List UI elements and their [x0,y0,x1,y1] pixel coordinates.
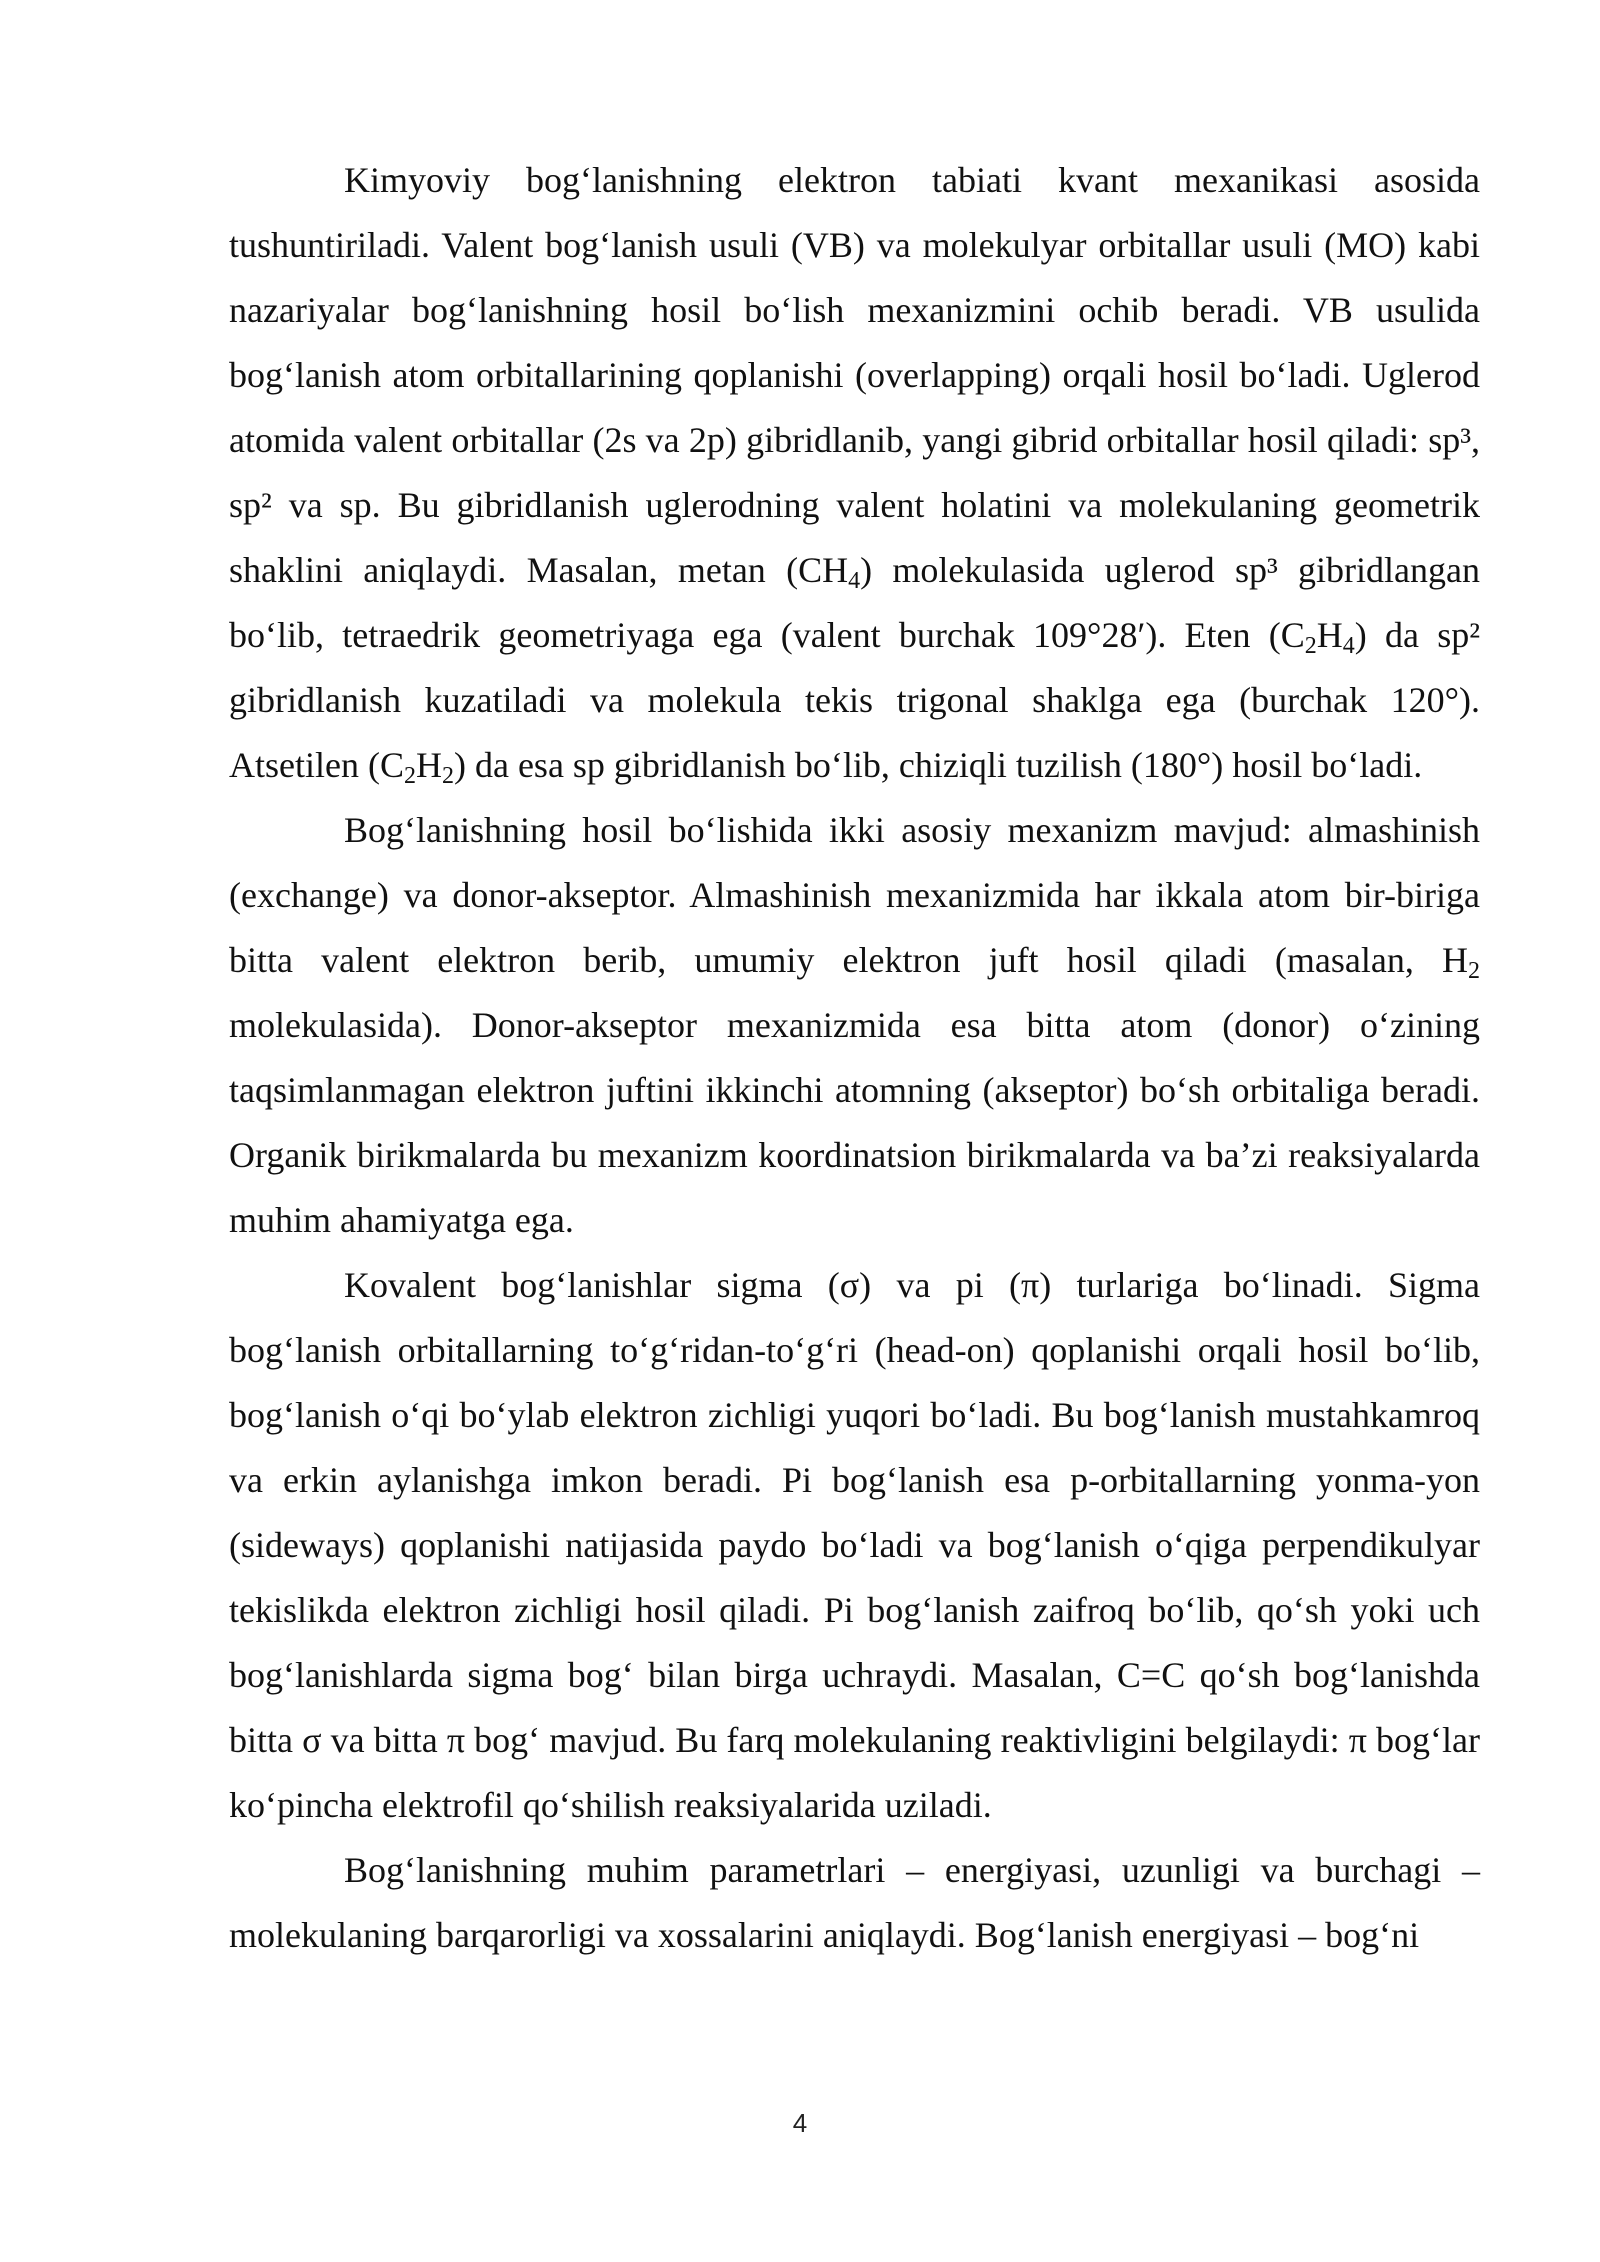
text-run: H [1316,615,1343,655]
text-run: Kovalent bog‘lanishlar sigma (σ) va pi (π) turlariga bo‘linadi. Sigma bog‘lanish orbitallarning to‘g‘ridan-to‘g‘ri (head-on) qoplanishi orqali hosil bo‘lib, bog‘lanish o‘qi bo‘ylab elektron zichligi yuqori bo‘ladi. Bu bog‘lanish mustahkamroq va erkin aylanishga imkon beradi. Pi bog‘lanish esa p-orbitallarning yonma-yon (sideways) qoplanishi natijasida paydo bo‘ladi va bog‘lanish o‘qiga perpendikulyar tekislikda elektron zichligi hosil qiladi. Pi bog‘lanish zaifroq bo‘lib, qo‘sh yoki uch bog‘lanishlarda sigma bog‘ bilan birga uchraydi. Masalan, C=C qo‘sh bog‘lanishda bitta σ va bitta π bog‘ mavjud. Bu farq molekulaning reaktivligini belgilaydi: π bog‘lar ko‘pincha elektrofil qo‘shilish reaksiyalarida uziladi. [229,1265,1480,1825]
subscript: 2 [1304,633,1317,659]
text-run: H [415,745,442,785]
paragraph-sigma-pi-bonds [229,1253,1480,1838]
subscript: 2 [403,763,416,789]
text-run: ) molekulasida uglerod sp³ gibridlangan bo‘lib, tetraedrik geometriyaga ega (valent burchak 109°28′). Eten (C [229,550,1480,655]
text-run: molekulasida). Donor-akseptor mexanizmida esa bitta atom (donor) o‘zining taqsimlanmagan elektron juftini ikkinchi atomning (akseptor) bo‘sh orbitaliga beradi. Organik birikmalarda bu mexanizm koordinatsion birikmalarda va ba’zi reaksiyalarda muhim ahamiyatga ega. [229,1005,1480,1240]
subscript: 2 [1468,958,1480,984]
paragraph-hybridization [229,148,1480,798]
body-text [229,148,1480,1968]
paragraph-bond-parameters [229,1838,1480,1968]
text-run: ) da esa sp gibridlanish bo‘lib, chiziqli tuzilish (180°) hosil bo‘ladi. [453,745,1423,785]
paragraph-bond-mechanisms [229,798,1480,1253]
subscript: 2 [441,763,454,789]
page-number: 4 [792,2108,808,2138]
text-run: ) da sp² gibridlanish kuzatiladi va molekula tekis trigonal shaklga ega (burchak 120°). Atsetilen (C [229,615,1480,785]
text-run: Kimyoviy bog‘lanishning elektron tabiati kvant mexanikasi asosida tushuntiriladi. Valent bog‘lanish usuli (VB) va molekulyar orbitallar usuli (MO) kabi nazariyalar bog‘lanishning hosil bo‘lish mexanizmini ochib beradi. VB usulida bog‘lanish atom orbitallarining qoplanishi (overlapping) orqali hosil bo‘ladi. Uglerod atomida valent orbitallar (2s va 2p) gibridlanib, yangi gibrid orbitallar hosil qiladi: sp³, sp² va sp. Bu gibridlanish uglerodning valent holatini va molekulaning geometrik shaklini aniqlaydi. Masalan, metan (CH [229,160,1480,590]
subscript: 4 [1342,633,1355,659]
text-run: Bog‘lanishning hosil bo‘lishida ikki asosiy mexanizm mavjud: almashinish (exchange) va donor-akseptor. Almashinish mexanizmida har ikkala atom bir-biriga bitta valent elektron berib, umumiy elektron juft hosil qiladi (masalan, H [229,810,1480,980]
text-run: Bog‘lanishning muhim parametrlari – energiyasi, uzunligi va burchagi – molekulaning barqarorligi va xossalarini aniqlaydi. Bog‘lanish energiyasi – bog‘ni [229,1850,1480,1955]
subscript: 4 [848,568,861,594]
